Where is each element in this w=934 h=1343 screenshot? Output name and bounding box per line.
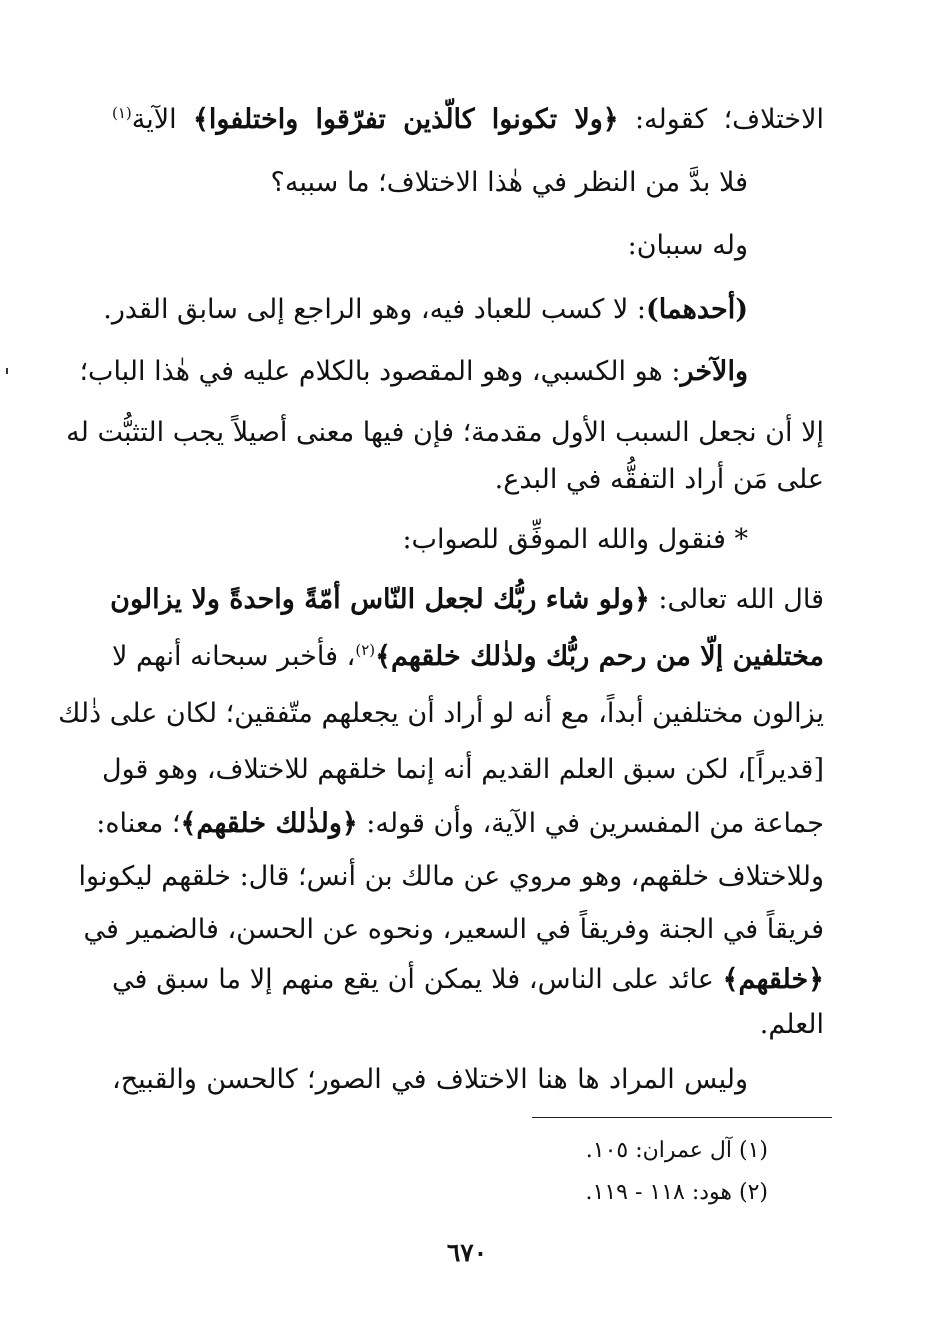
text-segment: قال الله تعالى: [649,584,824,615]
text-segment: الاختلاف؛ كقوله: [618,104,824,135]
text-segment: العلم. [759,1009,824,1040]
text-line [112,163,748,203]
text-segment: ؛ معناه: [96,808,181,839]
text-segment: الآية [131,104,194,135]
text-segment: يزالون مختلفين أبداً، مع أنه لو أراد أن يجعلهم متّفقين؛ لكان على ذٰلك [58,698,824,729]
footnote: (٢) هود: ١١٨ - ١١٩. [585,1180,768,1205]
text-segment: ، فأخبر سبحانه أنهم لا [112,641,356,672]
text-line [112,960,824,1000]
text-line [112,520,748,560]
text-line [101,750,824,790]
text-line [96,804,824,844]
bold-term: (أحدهما) [646,294,748,325]
text-line [78,857,824,897]
quran-quote: ﴿خلقهم﴾ [722,964,824,995]
text-line [68,290,748,330]
text-line [112,460,824,500]
text-segment: : هو الكسبي، وهو المقصود بالكلام عليه في هٰذا الباب؛ [79,356,681,387]
bold-term: والآخر [680,356,748,387]
text-segment: وله سببان: [627,230,748,261]
scan-mark [6,368,8,374]
footnote-marker: (٢) [355,641,376,659]
text-line [112,1060,748,1100]
page-number: ٦٧٠ [446,1238,488,1267]
text-line [112,1005,824,1045]
quran-quote: ﴿ولو شاء ربُّك لجعل النّاس أمّةً واحدةً ولا يزالون [110,584,650,615]
text-segment: فلا بدَّ من النظر في هٰذا الاختلاف؛ ما سببه؟ [270,167,748,198]
text-line [66,413,824,453]
quran-quote: ﴿ولذٰلك خلقهم﴾ [180,808,358,839]
text-line [79,352,748,392]
quran-quote: مختلفين إلّا من رحم ربُّك ولذٰلك خلقهم﴾ [375,641,824,672]
quran-quote: ﴿ولا تكونوا كالّذين تفرّقوا واختلفوا﴾ [193,104,619,135]
text-line [112,637,824,677]
footnote: (١) آل عمران: ١٠٥. [585,1138,768,1163]
footnote-marker: (١) [112,104,132,122]
text-line [58,694,824,734]
text-segment: جماعة من المفسرين في الآية، وأن قوله: [357,808,824,839]
text-segment: وليس المراد ها هنا الاختلاف في الصور؛ كالحسن والقبيح، [112,1064,748,1095]
footnote-separator [532,1117,832,1118]
text-segment: : لا كسب للعباد فيه، وهو الراجع إلى سابق القدر. [103,294,646,325]
text-line [112,580,824,620]
text-line [112,226,748,266]
text-segment: على مَن أراد التفقُّه في البدع. [494,464,824,495]
text-segment: إلا أن نجعل السبب الأول مقدمة؛ فإن فيها معنى أصيلاً يجب التثبُّت له [66,417,824,448]
text-segment: [قديراً]، لكن سبق العلم القديم أنه إنما خلقهم للاختلاف، وهو قول [101,754,824,785]
text-line [83,910,824,950]
text-segment: عائد على الناس، فلا يمكن أن يقع منهم إلا ما سبق في [112,964,723,995]
text-segment: وللاختلاف خلقهم، وهو مروي عن مالك بن أنس؛ قال: خلقهم ليكونوا [78,861,824,892]
text-segment: * فنقول والله الموفِّق للصواب: [402,524,748,555]
text-line [112,100,824,140]
text-segment: فريقاً في الجنة وفريقاً في السعير، ونحوه عن الحسن، فالضمير في [83,914,824,945]
